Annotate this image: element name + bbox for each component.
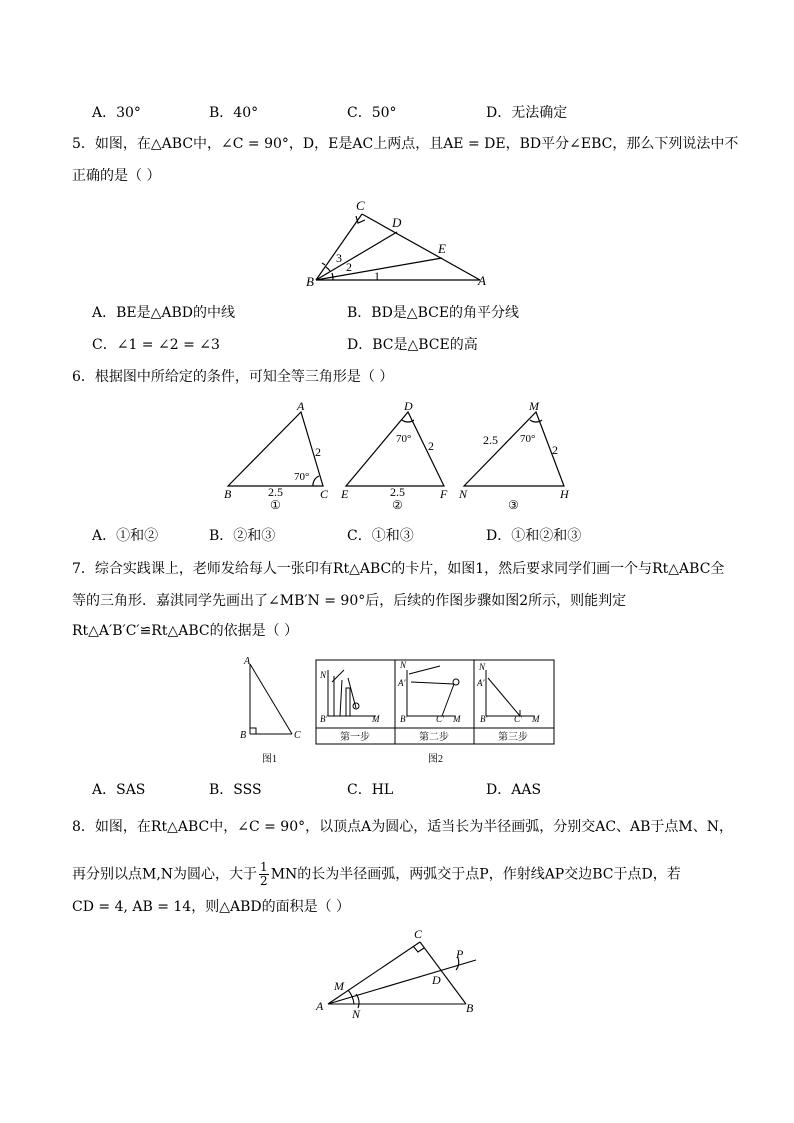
q7-stem-line3: Rt△A′B′C′≌Rt△ABC的依据是（ ）: [72, 623, 299, 639]
q5-option-c[interactable]: C．∠1 = ∠2 = ∠3: [92, 337, 220, 353]
q6-t3-side-mn: 2.5: [483, 433, 498, 447]
q6-t1-side-bc: 2.5: [268, 485, 283, 499]
q7-s1-label-m: M: [372, 714, 380, 724]
q6-t3-side-mh: 2: [552, 443, 558, 457]
q7-option-d[interactable]: D．AAS: [486, 782, 542, 798]
q6-t1-angle: 70°: [294, 471, 310, 483]
q8-label-c: C: [414, 927, 423, 941]
q7-s3-label-c: C′: [514, 714, 522, 724]
q6-option-a[interactable]: A．①和②: [92, 528, 159, 544]
q6-option-c[interactable]: C．①和③: [347, 528, 414, 544]
q8-label-b: B: [466, 1001, 474, 1015]
q4-option-d[interactable]: D．无法确定: [486, 105, 568, 121]
q8-fraction: [259, 861, 269, 888]
q6-t3-angle: 70°: [520, 433, 536, 445]
q6-stem: 6．根据图中所给定的条件，可知全等三角形是（ ）: [72, 369, 394, 385]
q5-angle-3: 3: [336, 251, 342, 265]
q6-t3-index: ③: [508, 498, 519, 512]
q7-fig2-caption: 图2: [428, 754, 443, 765]
q5-label-a: A: [478, 273, 486, 288]
q6-option-d[interactable]: D．①和②和③: [486, 528, 582, 544]
q8-label-d: D: [432, 973, 441, 987]
q6-t2-label-f: F: [440, 487, 448, 501]
q7-step2-caption: 第二步: [419, 732, 449, 743]
q6-t2-index: ②: [392, 498, 403, 512]
q7-step1-caption: 第一步: [340, 732, 370, 743]
q6-t2-side-ef: 2.5: [390, 485, 405, 499]
q5-label-e: E: [438, 241, 446, 256]
q6-t2-label-e: E: [341, 487, 349, 501]
q8-stem-line3: CD = 4, AB = 14，则△ABD的面积是（ ）: [72, 899, 351, 915]
q5-label-b: B: [306, 274, 314, 289]
q7-s2-label-m: M: [453, 714, 461, 724]
q4-option-b[interactable]: B．40°: [209, 105, 259, 121]
q7-stem-line1: 7．综合实践课上，老师发给每人一张印有Rt△ABC的卡片，如图1，然后要求同学们画一个与Rt△ABC全: [72, 561, 725, 577]
q6-option-b[interactable]: B．②和③: [209, 528, 276, 544]
q5-option-b[interactable]: B．BD是△BCE的角平分线: [347, 305, 520, 321]
q7-s1-label-b: B′: [320, 714, 328, 724]
q8-figure: [310, 924, 490, 1024]
q7-s3-label-a: A′: [477, 678, 485, 688]
q7-stem-line2: 等的三角形．嘉淇同学先画出了∠MB′N = 90°后，后续的作图步骤如图2所示，则能判定: [72, 593, 627, 609]
q7-s3-label-m: M: [532, 714, 540, 724]
q6-t2-label-d: D: [404, 399, 413, 413]
q7-fig1-label-b: B: [240, 730, 247, 741]
q5-stem-line2: 正确的是（ ）: [72, 168, 161, 184]
q7-s3-label-b: B′: [480, 714, 488, 724]
q6-t3-label-n: N: [459, 487, 468, 501]
q8-label-m: M: [334, 979, 344, 993]
q7-step3-caption: 第三步: [498, 732, 528, 743]
q8-stem-line1: 8．如图，在Rt△ABC中，∠C = 90°，以顶点A为圆心，适当长为半径画弧，分别交AC、AB于点M、N，: [72, 819, 734, 835]
q7-option-b[interactable]: B．SSS: [209, 782, 262, 798]
q7-fig1-label-a: A: [244, 656, 251, 667]
q7-s1-label-n: N: [320, 670, 327, 680]
q7-option-a[interactable]: A．SAS: [92, 782, 146, 798]
q7-s2-label-b: B′: [400, 714, 408, 724]
q7-s3-label-n: N: [479, 662, 486, 672]
q5-stem-line1: 5．如图，在△ABC中，∠C = 90°，D，E是AC上两点，且AE = DE，BD平分∠EBC，那么下列说法中不: [72, 136, 739, 152]
q8-label-p: P: [456, 947, 464, 961]
q5-figure: [300, 194, 500, 290]
q6-t1-label-b: B: [224, 487, 232, 501]
q5-label-d: D: [392, 215, 402, 230]
q6-figure: [218, 398, 578, 516]
q8-label-a: A: [316, 999, 324, 1013]
q6-t1-label-c: C: [320, 487, 329, 501]
q8-fraction-denominator: 2: [260, 874, 268, 888]
q7-fig1-label-c: C: [294, 730, 301, 741]
q7-s2-label-c: C′: [436, 714, 444, 724]
q6-t2-angle: 70°: [396, 433, 412, 445]
q6-t1-label-a: A: [297, 399, 305, 413]
q6-t1-side-ac: 2: [315, 445, 321, 459]
q4-option-c[interactable]: C．50°: [347, 105, 397, 121]
q6-t2-side-df: 2: [428, 439, 434, 453]
q4-option-a[interactable]: A．30°: [92, 105, 141, 121]
q5-option-a[interactable]: A．BE是△ABD的中线: [92, 305, 236, 321]
q6-t3-label-m: M: [529, 399, 539, 413]
q7-option-c[interactable]: C．HL: [347, 782, 394, 798]
q7-s2-label-a: A′: [398, 678, 406, 688]
q8-label-n: N: [352, 1007, 361, 1021]
q6-t1-index: ①: [270, 498, 281, 512]
q7-s2-label-n: N: [400, 660, 407, 670]
q8-stem-line2-part2: MN的长为半径画弧，两弧交于点P，作射线AP交边BC于点D，若: [270, 866, 681, 883]
q5-angle-1: 1: [374, 269, 380, 283]
q7-figure: [236, 652, 558, 770]
q5-label-c: C: [356, 198, 365, 213]
q8-fraction-numerator: 1: [260, 860, 268, 874]
q5-angle-2: 2: [346, 260, 352, 274]
q5-option-d[interactable]: D．BC是△BCE的高: [347, 337, 478, 353]
q7-fig1-caption: 图1: [262, 754, 277, 765]
q8-stem-line2-part1: 再分别以点M,N为圆心，大于: [72, 866, 258, 883]
q8-stem-line2: [72, 861, 681, 888]
q6-t3-label-h: H: [560, 487, 569, 501]
